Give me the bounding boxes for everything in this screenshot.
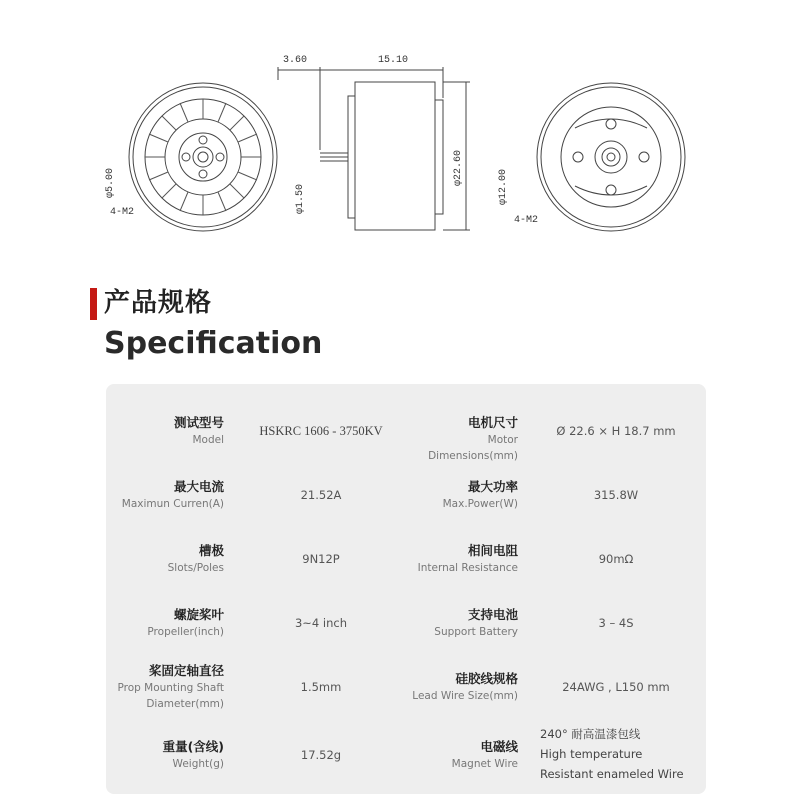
label-cn: 重量(含线) <box>162 739 224 754</box>
magnet-wire-line2: High temperature <box>540 747 643 761</box>
label-en: Support Battery <box>434 626 518 638</box>
spec-value-battery: 3 – 4S <box>598 616 634 630</box>
label-en: Prop Mounting Shaft <box>117 682 224 694</box>
dim-screws-front: 4-M2 <box>110 207 135 218</box>
magnet-wire-line3: Resistant enameled Wire <box>540 767 684 781</box>
label-en: Weight(g) <box>172 758 224 770</box>
spec-label-magnet-wire <box>410 720 518 786</box>
label-cn: 电磁线 <box>480 739 518 754</box>
label-en-line2: Diameter(mm) <box>146 698 224 710</box>
spec-label-lead-wire <box>410 656 518 718</box>
spec-table <box>106 384 706 794</box>
spec-value-model: HSKRC 1606 - 3750KV <box>259 423 383 438</box>
spec-label-model <box>106 400 224 462</box>
spec-value-max-power: 315.8W <box>593 488 639 502</box>
label-cn: 硅胶线规格 <box>455 671 518 686</box>
label-en: Maximun Curren(A) <box>121 498 224 510</box>
motor-back-view <box>537 83 685 231</box>
dim-screws-back: 4-M2 <box>514 215 539 226</box>
label-cn: 支持电池 <box>467 607 518 622</box>
spec-label-slots-poles <box>106 528 224 590</box>
spec-row <box>106 720 706 790</box>
dim-outer-diameter: φ22.60 <box>453 149 464 186</box>
label-en: Lead Wire Size(mm) <box>412 690 518 702</box>
heading-cn: 产品规格 <box>104 288 213 318</box>
label-cn: 桨固定轴直径 <box>148 663 224 678</box>
spec-value-resistance: 90mΩ <box>598 552 634 566</box>
label-cn: 螺旋桨叶 <box>173 607 224 622</box>
label-en: Max.Power(W) <box>442 498 518 510</box>
label-cn: 最大电流 <box>173 479 224 494</box>
spec-value-max-current: 21.52A <box>300 488 342 502</box>
motor-front-view <box>129 83 277 231</box>
label-cn: 槽极 <box>198 543 224 558</box>
label-en: Propeller(inch) <box>147 626 224 638</box>
label-cn: 测试型号 <box>173 415 224 430</box>
label-cn: 电机尺寸 <box>467 415 518 430</box>
spec-label-propeller <box>106 592 224 654</box>
spec-label-weight <box>106 720 224 786</box>
label-cn: 相间电阻 <box>467 543 518 558</box>
label-en: Motor Dimensions(mm) <box>428 434 518 462</box>
spec-row <box>106 656 706 718</box>
label-en: Slots/Poles <box>167 562 224 574</box>
spec-row <box>106 592 706 654</box>
spec-label-dimensions <box>410 400 518 462</box>
spec-label-battery <box>410 592 518 654</box>
spec-row <box>106 400 706 462</box>
spec-row <box>106 464 706 526</box>
spec-row <box>106 528 706 590</box>
spec-value-lead-wire: 24AWG , L150 mm <box>562 680 670 694</box>
spec-label-resistance <box>410 528 518 590</box>
label-en: Magnet Wire <box>451 758 518 770</box>
spec-value-propeller: 3~4 inch <box>294 616 348 630</box>
dim-hole-circle-front: φ5.00 <box>105 167 116 198</box>
dim-shaft-diameter: φ1.50 <box>295 183 306 214</box>
heading-en: Specification <box>104 326 323 361</box>
spec-label-max-current <box>106 464 224 526</box>
spec-label-max-power <box>410 464 518 526</box>
spec-value-slots-poles: 9N12P <box>302 552 340 566</box>
dim-hole-circle-back: φ12.00 <box>498 168 509 205</box>
motor-technical-drawing <box>0 0 800 260</box>
label-cn: 最大功率 <box>467 479 518 494</box>
magnet-wire-line1: 240° 耐高温漆包线 <box>540 727 641 741</box>
spec-label-shaft <box>106 656 224 718</box>
spec-value-weight: 17.52g <box>300 748 342 762</box>
label-en: Internal Resistance <box>417 562 518 574</box>
heading-accent-bar <box>90 288 97 320</box>
spec-value-dimensions: Ø 22.6 × H 18.7 mm <box>556 424 676 438</box>
label-en: Model <box>192 434 224 446</box>
dim-body-length: 15.10 <box>378 55 409 66</box>
motor-side-view <box>278 67 470 230</box>
spec-value-magnet-wire <box>526 720 706 794</box>
dim-shaft-length: 3.60 <box>283 55 308 66</box>
spec-value-shaft: 1.5mm <box>300 680 342 694</box>
